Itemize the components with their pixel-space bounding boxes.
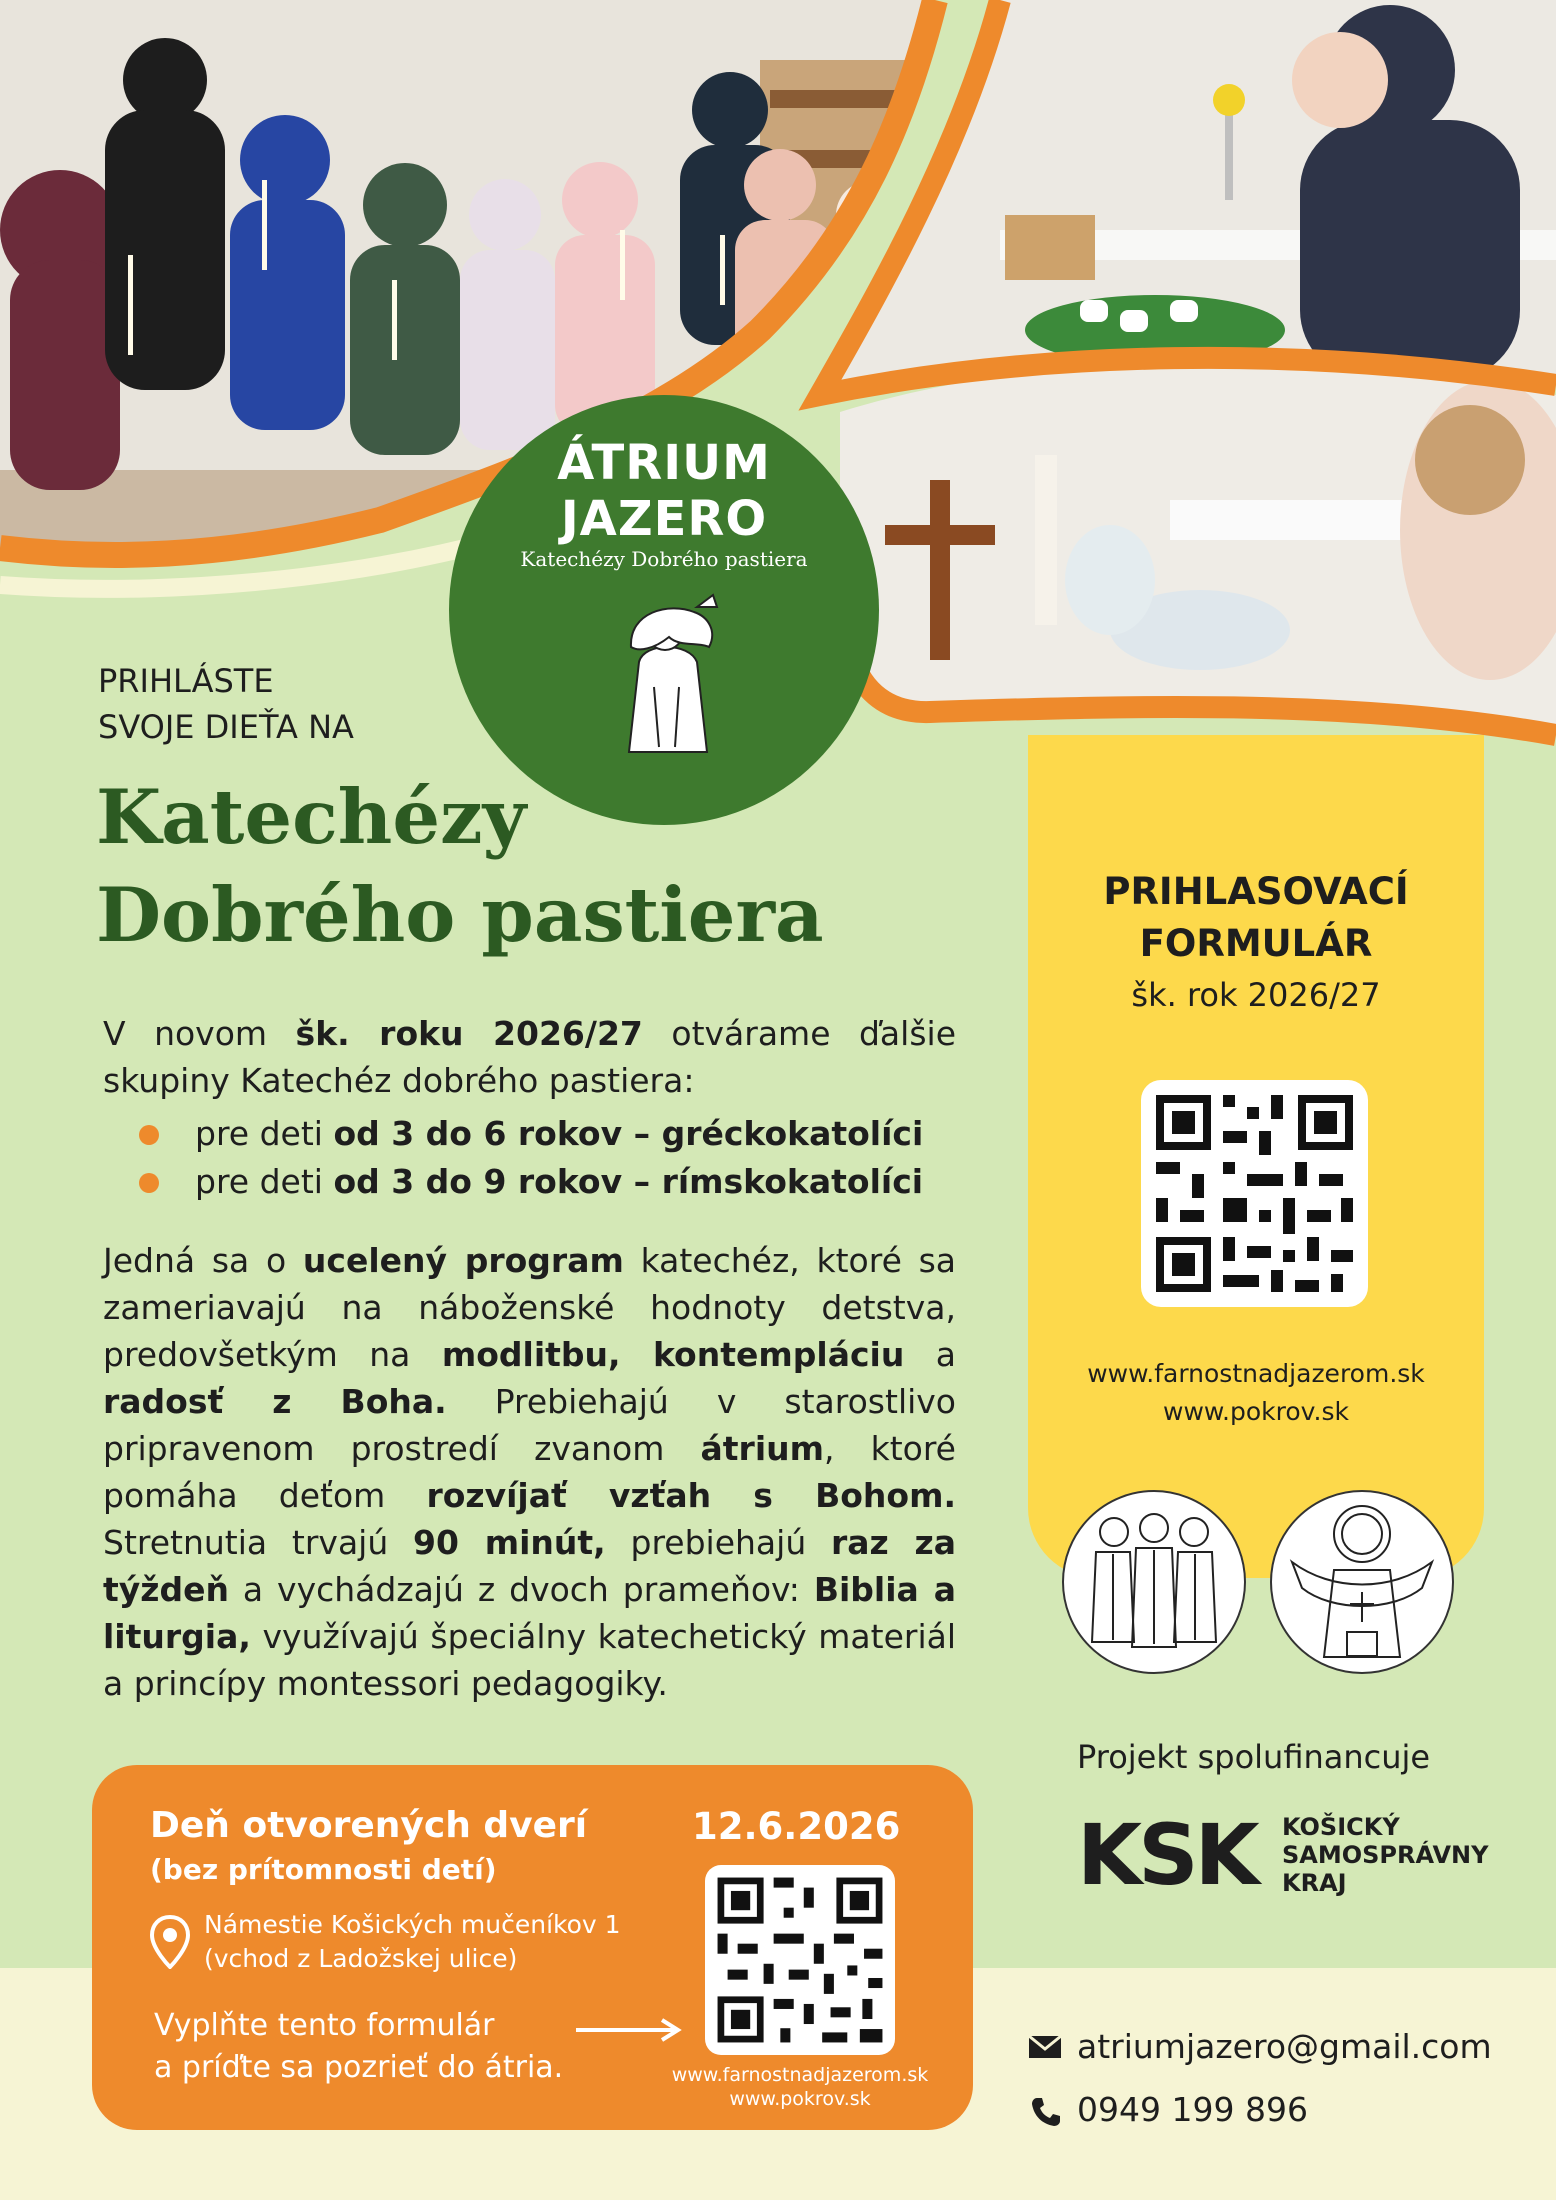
body-bold: Biblia a liturgia, xyxy=(103,1570,956,1656)
website-link[interactable]: www.farnostnadjazerom.sk xyxy=(1087,1359,1425,1388)
open-day-websites xyxy=(645,2063,955,2111)
page-title-line1: Katechézy xyxy=(96,773,527,861)
address-line2: (vchod z Ladožskej ulice) xyxy=(204,1944,518,1973)
baptism-materials-photo xyxy=(830,340,1556,740)
body-bold: modlitbu, kontempláciu xyxy=(441,1335,905,1374)
form-title xyxy=(1028,866,1484,970)
cta-line1: Vyplňte tento formulár xyxy=(154,2008,495,2043)
ksk-name-line3: KRAJ xyxy=(1282,1869,1347,1897)
body-bold: átrium xyxy=(700,1429,825,1468)
open-day-qr-code[interactable] xyxy=(705,1865,895,2055)
lead-text: otvárame ďalšie skupiny Katechéz dobrého pastiera: xyxy=(103,1014,956,1100)
body-text: Stretnutia trvajú xyxy=(103,1523,414,1562)
open-day-date: 12.6.2026 xyxy=(692,1805,901,1848)
arrow-right-icon xyxy=(574,2015,684,2045)
envelope-icon xyxy=(1027,2034,1063,2060)
list-item xyxy=(135,1158,923,1206)
ksk-logo xyxy=(1077,1805,1489,1905)
phone-icon xyxy=(1030,2096,1062,2128)
ksk-name-line2: SAMOSPRÁVNY xyxy=(1282,1841,1489,1869)
address-line1: Námestie Košických mučeníkov 1 xyxy=(204,1910,621,1939)
ksk-name-line1: KOŠICKÝ xyxy=(1282,1813,1400,1841)
bullet-text: pre deti xyxy=(195,1162,334,1201)
qr-code-icon xyxy=(1141,1080,1368,1307)
list-item xyxy=(135,1110,923,1158)
lead-paragraph xyxy=(103,1010,956,1104)
ksk-name xyxy=(1282,1813,1488,1897)
lead-text: V novom xyxy=(103,1014,296,1053)
logo-title xyxy=(449,435,879,547)
location-pin-icon xyxy=(150,1915,190,1969)
open-day-address xyxy=(204,1908,621,1976)
logo-title-line2: JAZERO xyxy=(560,491,768,547)
lead-school-year: šk. roku 2026/27 xyxy=(295,1014,643,1053)
virgin-mary-icon xyxy=(1272,1492,1452,1672)
body-text: Prebiehajú v starostlivo pripravenom prostredí zvanom xyxy=(103,1382,956,1468)
intro-line2: SVOJE DIEŤA NA xyxy=(98,708,354,746)
body-bold: raz za týždeň xyxy=(103,1523,957,1609)
program-description xyxy=(103,1237,956,1707)
body-text: prebiehajú xyxy=(605,1523,832,1562)
body-bold: 90 minút, xyxy=(413,1523,606,1562)
ksk-logo-mark: KSK xyxy=(1077,1806,1256,1904)
body-text: katechéz, ktoré sa zameriavajú na náboženské hodnoty detstva, predovšetkým na xyxy=(103,1241,957,1374)
intro-line1: PRIHLÁSTE xyxy=(98,662,274,700)
body-text: , ktoré pomáha deťom xyxy=(103,1429,956,1515)
body-bold: ucelený program xyxy=(302,1241,624,1280)
logo-subtitle: Katechézy Dobrého pastiera xyxy=(520,547,808,571)
form-websites xyxy=(1028,1355,1484,1431)
three-saints-icon xyxy=(1064,1492,1244,1672)
website-link[interactable]: www.pokrov.sk xyxy=(1163,1397,1349,1426)
body-text: a vychádzajú z dvoch prameňov: xyxy=(229,1570,814,1609)
bullet-bold: od 3 do 9 rokov – rímskokatolíci xyxy=(333,1162,924,1201)
cta-line2: a príďte sa pozrieť do átria. xyxy=(154,2050,564,2085)
body-text: Jedná sa o xyxy=(103,1241,303,1280)
registration-qr-code[interactable] xyxy=(1141,1080,1368,1307)
atrium-logo xyxy=(449,395,879,825)
body-bold: rozvíjať vzťah s Bohom. xyxy=(426,1476,956,1515)
open-day-card xyxy=(92,1765,973,2130)
body-text: a xyxy=(904,1335,957,1374)
body-text: využívajú špeciálny katechetický materiál a princípy montessori pedagogiky. xyxy=(103,1617,956,1703)
saints-icon xyxy=(1062,1490,1246,1674)
bullet-text: pre deti xyxy=(195,1114,334,1153)
website-link[interactable]: www.pokrov.sk xyxy=(729,2088,871,2110)
contact-email[interactable]: atriumjazero@gmail.com xyxy=(1077,2027,1492,2066)
age-group-list xyxy=(135,1110,923,1206)
bullet-dot xyxy=(139,1125,159,1145)
logo-title-line1: ÁTRIUM xyxy=(557,435,771,491)
open-day-cta xyxy=(154,2005,563,2089)
body-bold: radosť z Boha. xyxy=(103,1382,447,1421)
pokrov-icon xyxy=(1270,1490,1454,1674)
bullet-dot xyxy=(139,1173,159,1193)
bullet-bold: od 3 do 6 rokov – gréckokatolíci xyxy=(333,1114,924,1153)
qr-code-icon xyxy=(705,1865,895,2055)
form-school-year: šk. rok 2026/27 xyxy=(1131,976,1381,1014)
open-day-title: Deň otvorených dverí xyxy=(150,1805,588,1846)
page-title-line2: Dobrého pastiera xyxy=(96,871,824,959)
intro-text xyxy=(98,658,354,750)
open-day-note: (bez prítomnosti detí) xyxy=(150,1853,497,1886)
form-title-line2: FORMULÁR xyxy=(1139,922,1373,965)
contact-phone[interactable]: 0949 199 896 xyxy=(1077,2090,1308,2129)
good-shepherd-icon xyxy=(609,587,724,757)
website-link[interactable]: www.farnostnadjazerom.sk xyxy=(671,2064,929,2086)
page-title xyxy=(96,768,824,964)
sponsor-label: Projekt spolufinancuje xyxy=(1077,1738,1431,1776)
form-title-line1: PRIHLASOVACÍ xyxy=(1103,870,1409,913)
